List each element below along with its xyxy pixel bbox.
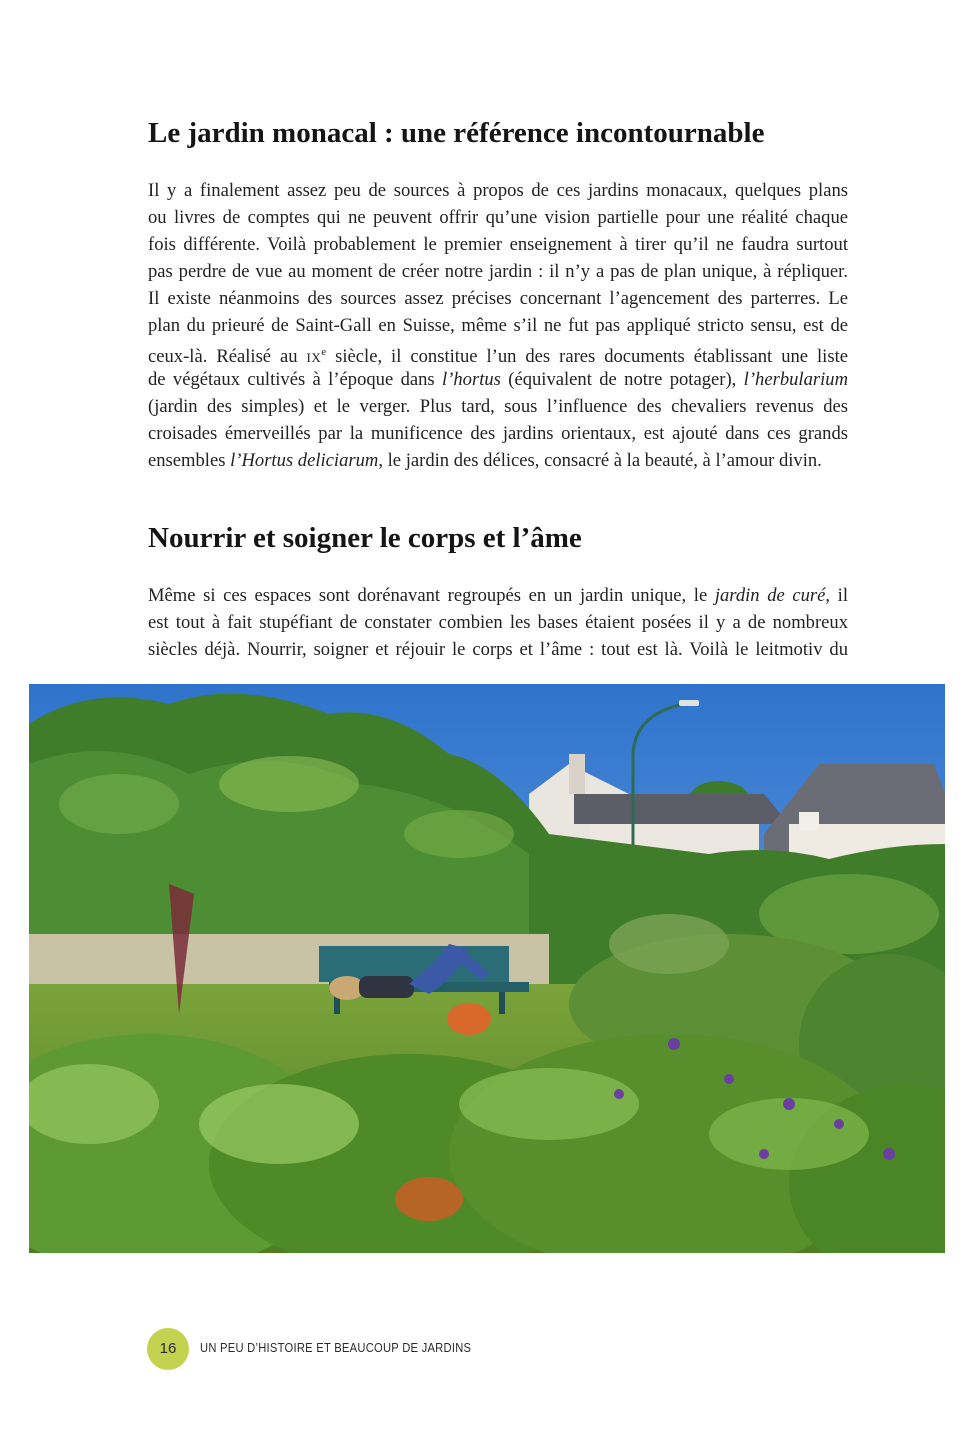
text-run: (équivalent de notre potager), [500, 369, 744, 390]
text-line: croisades émerveillés par la munificence des jardins orientaux, est ajouté dans ces grands [148, 423, 848, 444]
text-run: ensembles [148, 450, 231, 471]
text-line: fois différente. Voilà probablement le premier enseignement à tirer qu’il ne faudra surtout [148, 234, 848, 255]
page-number-badge: 16 [147, 1328, 189, 1370]
paragraph-monastic-garden [148, 177, 848, 474]
section-heading-monastic-garden: Le jardin monacal : une référence incontournable [148, 117, 765, 149]
text-line: ou livres de comptes qui ne peuvent offrir qu’une vision partielle pour une réalité chaque [148, 207, 848, 228]
text-line [148, 339, 848, 366]
ordinal-superscript: e [321, 346, 327, 358]
text-line: (jardin des simples) et le verger. Plus tard, sous l’influence des chevaliers revenus des [148, 396, 848, 417]
text-run: , il [825, 585, 848, 606]
text-line [148, 366, 848, 393]
text-line: Il existe néanmoins des sources assez précises concernant l’agencement des parterres. Le [148, 288, 848, 309]
italic-term-jardin-de-cure: jardin de curé [714, 585, 826, 606]
garden-photo [29, 684, 945, 1253]
text-line [148, 582, 848, 609]
text-run: de végétaux cultivés à l’époque dans [148, 369, 443, 390]
text-line: siècles déjà. Nourrir, soigner et réjouir le corps et l’âme : tout est là. Voilà le leitmotiv du [148, 639, 848, 660]
section-heading-body-soul: Nourrir et soigner le corps et l’âme [148, 522, 582, 554]
century-numeral: ix [306, 346, 322, 368]
pumpkin [447, 1003, 491, 1035]
running-title: UN PEU D’HISTOIRE ET BEAUCOUP DE JARDINS [200, 1340, 472, 1355]
text-run: Même si ces espaces sont dorénavant regroupés en un jardin unique, le [148, 585, 715, 606]
text-line [148, 447, 848, 474]
italic-term-hortus: l’hortus [442, 369, 501, 390]
text-run: , le jardin des délices, consacré à la beauté, à l’amour divin. [378, 450, 822, 471]
italic-term-herbularium: l’herbularium [743, 369, 848, 390]
paragraph-body-soul [148, 582, 848, 663]
text-line: Il y a finalement assez peu de sources à propos de ces jardins monacaux, quelques plans [148, 180, 848, 201]
text-line: est tout à fait stupéfiant de constater combien les bases étaient posées il y a de nombreux [148, 612, 848, 633]
text-line: plan du prieuré de Saint-Gall en Suisse, même s’il ne fut pas appliqué stricto sensu, est de [148, 315, 848, 336]
italic-term-hortus-deliciarum: l’Hortus deliciarum [230, 450, 379, 471]
text-line: pas perdre de vue au moment de créer notre jardin : il n’y a pas de plan unique, à répliquer. [148, 261, 848, 282]
text-run: ceux-là. Réalisé au [148, 346, 307, 368]
text-run: siècle, il constitue l’un des rares documents établissant une liste [326, 346, 848, 368]
